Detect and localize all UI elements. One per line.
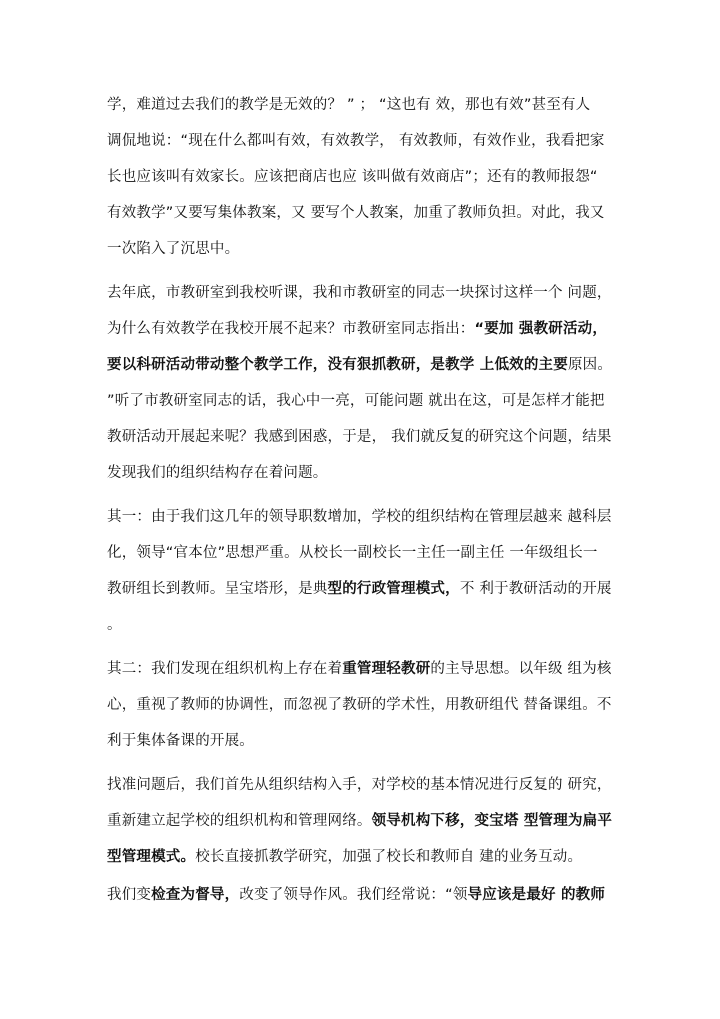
bold-text-run: 检查为督导，	[151, 887, 240, 903]
text-line: 调侃地说：“现在什么都叫有效，有效教学， 有效教师，有效作业，我看把家	[107, 133, 605, 149]
text-line: ”听了市教研室同志的话，我心中一亮，可能问题 就出在这，可是怎样才能把	[107, 393, 605, 409]
text-run: 教研组长到教师。呈宝塔形，是典	[107, 581, 328, 597]
text-line: 化，领导“官本位”思想严重。从校长一副校长一主任一副主任 一年级组长一	[107, 545, 598, 561]
text-run: 我们变	[107, 887, 152, 903]
text-run: 不 利于教研活动的开展	[459, 581, 612, 597]
text-run: 其二：我们发现在组织机构上存在着	[107, 661, 343, 677]
text-line	[107, 847, 617, 867]
text-line	[107, 659, 617, 679]
text-line: 一次陷入了沉思中。	[107, 241, 240, 257]
bold-text-run: 重管理轻教研	[342, 661, 431, 677]
text-line: 找准问题后，我们首先从组织结构入手，对学校的基本情况进行反复的 研究，	[107, 777, 612, 793]
text-line: 其一：由于我们这几年的领导职数增加，学校的组织结构在管理层越来 越科层	[107, 509, 612, 525]
bold-text-run: 导应该是最好 的教师	[467, 887, 606, 903]
text-line: 有效教学”又要写集体教案，又 要写个人教案，加重了教师负担。对此，我又	[107, 205, 605, 221]
text-line	[107, 319, 617, 339]
text-line: 去年底，市教研室到我校听课，我和市教研室的同志一块探讨这样一个 问题，	[107, 285, 612, 301]
text-line: 利于集体备课的开展。	[107, 733, 254, 749]
text-line: 教研活动开展起来呢？我感到困惑，于是， 我们就反复的研究这个问题，结果	[107, 429, 612, 445]
text-run: 为什么有效教学在我校开展不起来？市教研室同志指出：	[107, 321, 475, 337]
text-line	[107, 811, 617, 831]
bold-text-run: 型管理模式。	[107, 849, 196, 865]
text-run: 的主导思想。以年级 组为核	[430, 661, 612, 677]
bold-text-run: “要加 强教研活动，	[474, 321, 608, 337]
text-run: 原因。	[567, 357, 613, 373]
text-line: 心，重视了教师的协调性，而忽视了教研的学术性，用教研组代 替备课组。不	[107, 697, 612, 713]
text-line	[107, 579, 617, 599]
text-line	[107, 885, 617, 905]
text-run: 重新建立起学校的组织机构和管理网络。	[107, 813, 372, 829]
text-line: 发现我们的组织结构存在着问题。	[107, 465, 328, 481]
bold-text-run: 要以科研活动带动整个教学工作，没有狠抓教研，是教学 上低效的主要	[107, 357, 568, 373]
bold-text-run: 型的行政管理模式，	[327, 581, 460, 597]
text-line: 。	[107, 617, 122, 633]
text-run: 改变了领导作风。我们经常说：“领	[239, 887, 468, 903]
text-line	[107, 355, 617, 375]
text-line: 长也应该叫有效家长。应该把商店也应 该叫做有效商店”；还有的教师报怨“	[107, 169, 598, 185]
text-line: 学，难道过去我们的教学是无效的？ ” ； “这也有 效，那也有效”甚至有人	[107, 97, 591, 113]
bold-text-run: 领导机构下移，变宝塔 型管理为扁平	[371, 813, 613, 829]
text-run: 校长直接抓教学研究，加强了校长和教师自 建的业务互动。	[195, 849, 583, 865]
